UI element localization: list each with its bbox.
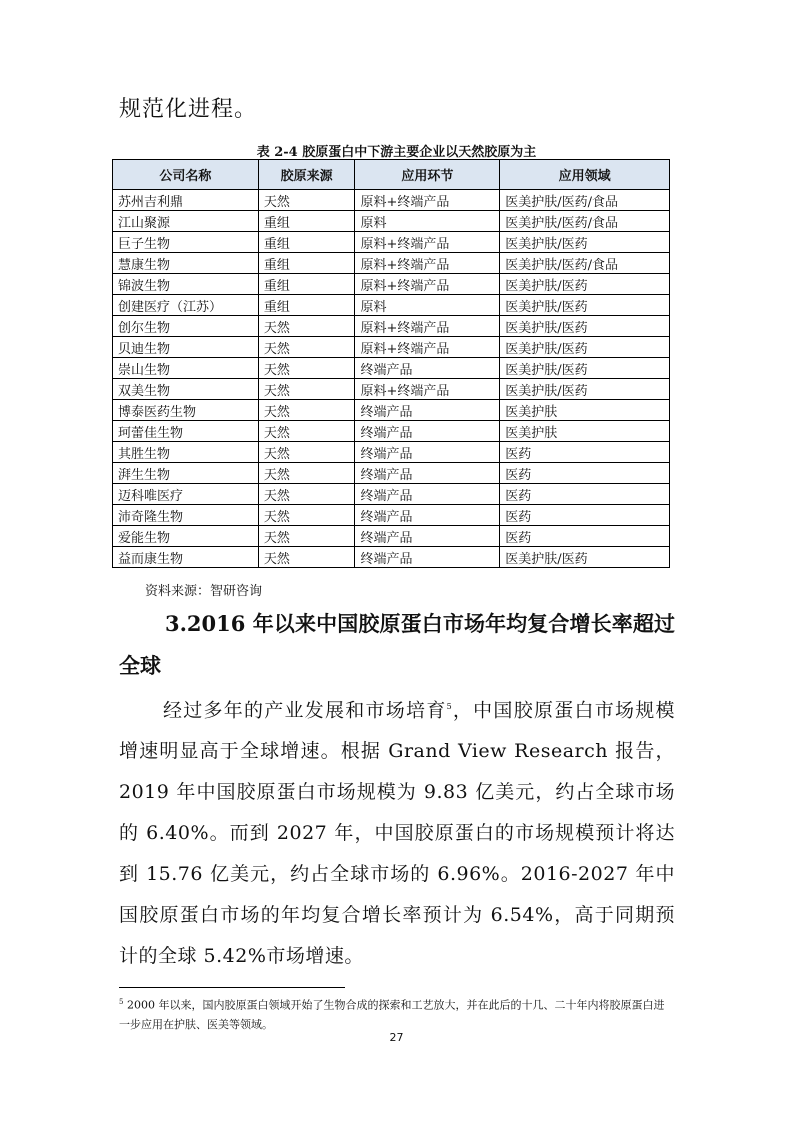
cell-stage: 原料+终端产品 <box>355 337 500 358</box>
table-header-row <box>113 160 670 190</box>
cell-source: 天然 <box>258 547 355 568</box>
cell-company: 锦波生物 <box>113 274 259 295</box>
table-row <box>113 190 670 211</box>
cell-stage: 原料+终端产品 <box>355 232 500 253</box>
cell-source: 天然 <box>258 421 355 442</box>
cell-company: 双美生物 <box>113 379 259 400</box>
cell-stage: 终端产品 <box>355 442 500 463</box>
cell-source: 天然 <box>258 484 355 505</box>
table-row <box>113 505 670 526</box>
cell-field: 医药 <box>500 526 670 547</box>
paragraph-text-b: ，中国胶原蛋白市场规模增速明显高于全球增速。根据 Grand View Research 报告，2019 年中国胶原蛋白市场规模为 9.83 亿美元，约占全球市场的 6.40%。而到 2027 年，中国胶原蛋白的市场规模预计将达到 15.76 亿美元，约占全球市场的 6.96%。2016-2027 年中国胶原蛋白市场的年均复合增长率预计为 6.54%，高于同期预计的全球 5.42%市场增速。 <box>119 699 675 968</box>
cell-stage: 原料+终端产品 <box>355 274 500 295</box>
cell-source: 天然 <box>258 316 355 337</box>
table-row <box>113 442 670 463</box>
table-row <box>113 547 670 568</box>
table-row <box>113 253 670 274</box>
cell-source: 重组 <box>258 295 355 316</box>
cell-stage: 终端产品 <box>355 484 500 505</box>
cell-field: 医美护肤/医药/食品 <box>500 253 670 274</box>
cell-stage: 终端产品 <box>355 463 500 484</box>
cell-stage: 原料+终端产品 <box>355 253 500 274</box>
body-paragraph <box>119 686 675 977</box>
cell-company: 江山聚源 <box>113 211 259 232</box>
footnote-mark: 5 <box>119 998 124 1006</box>
header-field: 应用领域 <box>500 160 670 190</box>
cell-source: 重组 <box>258 274 355 295</box>
cell-source: 天然 <box>258 379 355 400</box>
cell-company: 创尔生物 <box>113 316 259 337</box>
cell-stage: 原料 <box>355 295 500 316</box>
previous-paragraph-end: 规范化进程。 <box>119 97 258 122</box>
cell-company: 博泰医药生物 <box>113 400 259 421</box>
table-row <box>113 232 670 253</box>
table-row <box>113 295 670 316</box>
cell-company: 巨子生物 <box>113 232 259 253</box>
footnote-separator <box>119 987 345 988</box>
cell-field: 医药 <box>500 442 670 463</box>
cell-stage: 原料+终端产品 <box>355 316 500 337</box>
cell-company: 珂蕾佳生物 <box>113 421 259 442</box>
cell-field: 医美护肤/医药 <box>500 379 670 400</box>
cell-field: 医美护肤/医药 <box>500 316 670 337</box>
cell-source: 天然 <box>258 358 355 379</box>
cell-field: 医美护肤/医药 <box>500 547 670 568</box>
cell-field: 医美护肤/医药/食品 <box>500 190 670 211</box>
cell-stage: 终端产品 <box>355 526 500 547</box>
cell-field: 医美护肤/医药 <box>500 295 670 316</box>
cell-source: 重组 <box>258 232 355 253</box>
cell-source: 天然 <box>258 463 355 484</box>
cell-stage: 原料+终端产品 <box>355 190 500 211</box>
table-body <box>113 190 670 568</box>
footnote-ref: 5 <box>446 702 453 711</box>
cell-stage: 终端产品 <box>355 400 500 421</box>
cell-source: 天然 <box>258 337 355 358</box>
footnote <box>119 993 675 1034</box>
cell-source: 天然 <box>258 190 355 211</box>
table-row <box>113 526 670 547</box>
cell-source: 天然 <box>258 526 355 547</box>
footnote-text: 2000 年以来，国内胶原蛋白领域开始了生物合成的探索和工艺放大，并在此后的十几、二十年内将胶原蛋白进一步应用在护肤、医美等领域。 <box>119 998 665 1031</box>
table-caption: 表 2-4 胶原蛋白中下游主要企业以天然胶原为主 <box>256 145 537 160</box>
cell-company: 沛奇隆生物 <box>113 505 259 526</box>
cell-company: 迈科唯医疗 <box>113 484 259 505</box>
header-source: 胶原来源 <box>258 160 355 190</box>
cell-company: 慧康生物 <box>113 253 259 274</box>
cell-field: 医美护肤 <box>500 421 670 442</box>
cell-source: 天然 <box>258 505 355 526</box>
header-stage: 应用环节 <box>355 160 500 190</box>
cell-field: 医药 <box>500 505 670 526</box>
cell-field: 医美护肤/医药 <box>500 232 670 253</box>
cell-source: 天然 <box>258 400 355 421</box>
cell-company: 贝迪生物 <box>113 337 259 358</box>
cell-stage: 终端产品 <box>355 505 500 526</box>
header-company: 公司名称 <box>113 160 259 190</box>
cell-stage: 原料 <box>355 211 500 232</box>
cell-field: 医美护肤/医药 <box>500 358 670 379</box>
cell-stage: 终端产品 <box>355 547 500 568</box>
table-row <box>113 316 670 337</box>
cell-field: 医药 <box>500 484 670 505</box>
cell-field: 医美护肤/医药 <box>500 274 670 295</box>
cell-field: 医美护肤/医药 <box>500 337 670 358</box>
company-table <box>112 159 670 568</box>
cell-source: 重组 <box>258 211 355 232</box>
cell-stage: 原料+终端产品 <box>355 379 500 400</box>
paragraph-text-a: 经过多年的产业发展和市场培育 <box>163 699 447 722</box>
cell-company: 崇山生物 <box>113 358 259 379</box>
cell-field: 医美护肤 <box>500 400 670 421</box>
cell-company: 苏州吉利鼎 <box>113 190 259 211</box>
section-heading: 3.2016 年以来中国胶原蛋白市场年均复合增长率超过全球 <box>119 611 675 678</box>
table-row <box>113 421 670 442</box>
cell-company: 其胜生物 <box>113 442 259 463</box>
table-row <box>113 274 670 295</box>
cell-stage: 终端产品 <box>355 421 500 442</box>
cell-stage: 终端产品 <box>355 358 500 379</box>
table-row <box>113 484 670 505</box>
table-row <box>113 379 670 400</box>
cell-field: 医药 <box>500 463 670 484</box>
table-row <box>113 358 670 379</box>
cell-company: 创建医疗（江苏） <box>113 295 259 316</box>
table-row <box>113 337 670 358</box>
cell-company: 湃生生物 <box>113 463 259 484</box>
table-row <box>113 463 670 484</box>
table-row <box>113 400 670 421</box>
cell-company: 益而康生物 <box>113 547 259 568</box>
cell-source: 天然 <box>258 442 355 463</box>
cell-source: 重组 <box>258 253 355 274</box>
page-number: 27 <box>389 1031 404 1044</box>
cell-field: 医美护肤/医药/食品 <box>500 211 670 232</box>
table-row <box>113 211 670 232</box>
table-source: 资料来源：智研咨询 <box>145 584 263 599</box>
cell-company: 爱能生物 <box>113 526 259 547</box>
